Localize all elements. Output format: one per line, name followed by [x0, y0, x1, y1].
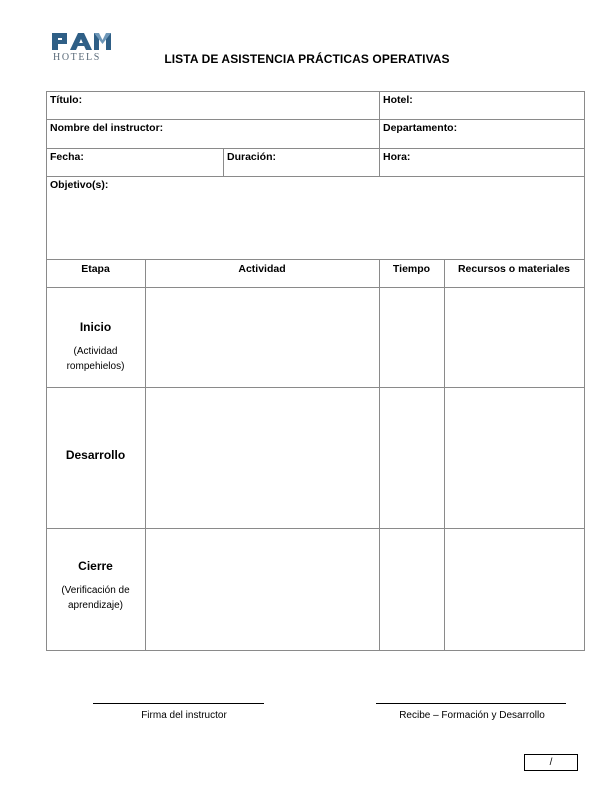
form-border-top: [46, 91, 585, 92]
form-row-divider: [46, 176, 585, 177]
document-title-text: LISTA DE ASISTENCIA PRÁCTICAS OPERATIVAS: [164, 52, 450, 66]
stage-note-line: (Verificación de: [61, 585, 130, 596]
stage-note-line: (Actividad: [73, 346, 118, 357]
form-border-right: [584, 91, 585, 651]
table-row-divider: [46, 387, 585, 388]
signature-label-receiver: Recibe – Formación y Desarrollo: [399, 710, 545, 721]
hora-label: Hora:: [383, 151, 411, 163]
logo-mark-icon: [52, 30, 112, 52]
form-column-divider: [379, 91, 380, 177]
table-column-divider: [379, 259, 380, 651]
stage-note-line: rompehielos): [66, 361, 125, 372]
titulo-label: Título:: [50, 94, 83, 106]
duracion-label: Duración:: [227, 151, 277, 163]
table-border-top: [46, 259, 585, 260]
stage-name: Desarrollo: [65, 448, 126, 462]
departamento-label: Departamento:: [383, 122, 458, 134]
document-title: [0, 52, 612, 66]
stage-note-line: aprendizaje): [67, 600, 124, 611]
signature-label-instructor: Firma del instructor: [141, 710, 227, 721]
form-column-divider: [223, 148, 224, 177]
instructor-label: Nombre del instructor:: [50, 122, 164, 134]
hotel-label: Hotel:: [383, 94, 413, 106]
stage-note: [46, 583, 145, 613]
header-etapa: Etapa: [81, 263, 110, 275]
signature-line-instructor: [93, 703, 264, 704]
stage-name: Inicio: [79, 320, 112, 334]
stage-desarrollo: [46, 448, 145, 462]
stage-cierre: [46, 559, 145, 613]
header-actividad: Actividad: [238, 263, 286, 275]
stage-note: [46, 344, 145, 374]
table-column-divider: [444, 259, 445, 651]
signature-line-receiver: [376, 703, 566, 704]
stage-inicio: [46, 320, 145, 374]
header-recursos: Recursos o materiales: [457, 263, 571, 275]
logo-subtitle: HOTELS: [53, 52, 101, 63]
fecha-label: Fecha:: [50, 151, 84, 163]
table-header-divider: [46, 287, 585, 288]
table-row-divider: [46, 528, 585, 529]
page-number-box: /: [524, 754, 578, 771]
form-row-divider: [46, 148, 585, 149]
table-column-divider: [145, 259, 146, 651]
header-tiempo: Tiempo: [392, 263, 431, 275]
form-row-divider: [46, 119, 585, 120]
table-border-bottom: [46, 650, 585, 651]
stage-name: Cierre: [78, 559, 113, 573]
objetivo-label: Objetivo(s):: [50, 179, 109, 191]
